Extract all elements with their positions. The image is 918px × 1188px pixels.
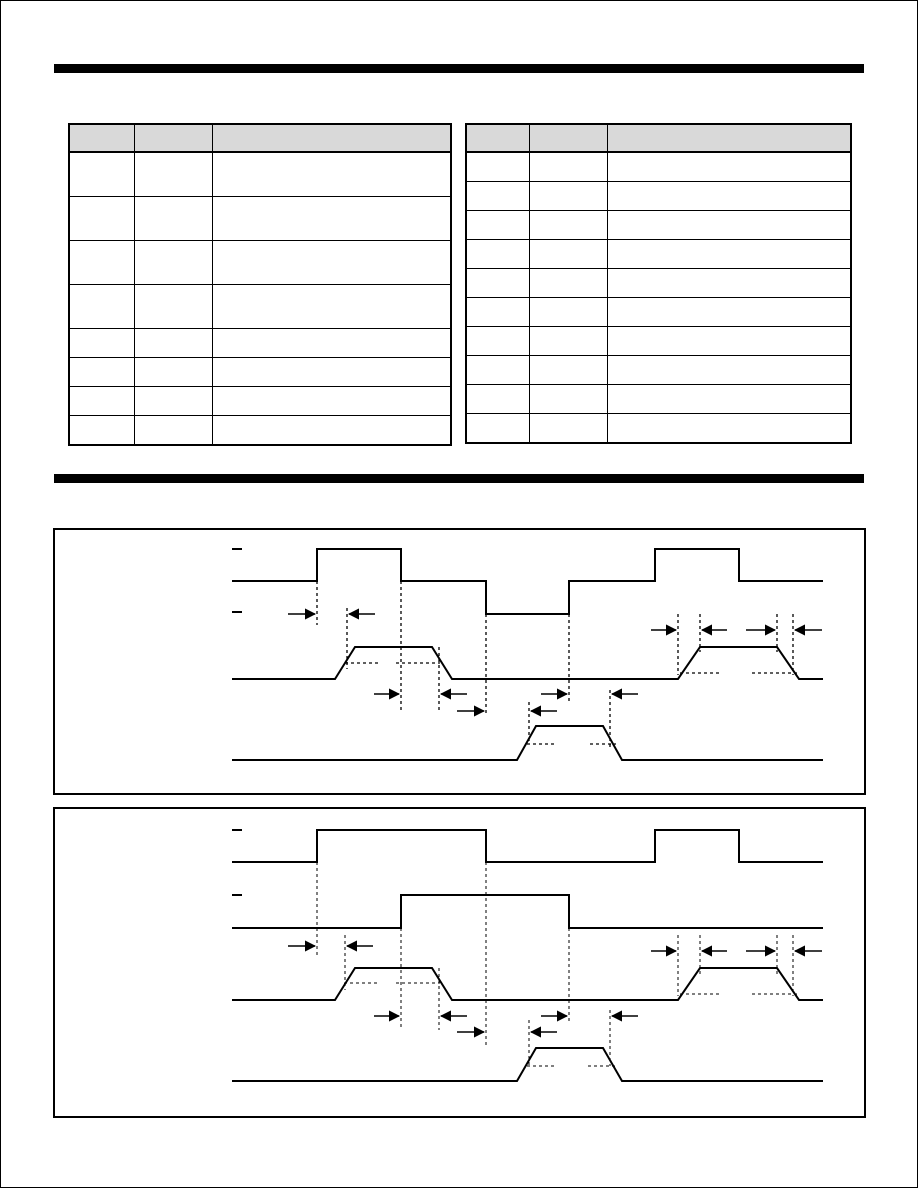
timing-diagram-2 xyxy=(232,830,823,1081)
timing-guides-2 xyxy=(317,862,797,1066)
waveform-signal-3 xyxy=(232,726,823,760)
waveform-signal-1 xyxy=(232,549,823,614)
waveform-signal-1 xyxy=(232,830,823,862)
timing-guides-1 xyxy=(317,581,797,748)
waveform-signal-2 xyxy=(232,895,823,928)
timing-arrows-1 xyxy=(288,614,822,711)
waveform-signal-4 xyxy=(232,1048,823,1081)
timing-diagram-1 xyxy=(232,549,823,760)
waveform-signal-3 xyxy=(232,968,823,1000)
waveform-signal-2 xyxy=(232,647,823,679)
timing-arrows-2 xyxy=(288,946,822,1032)
